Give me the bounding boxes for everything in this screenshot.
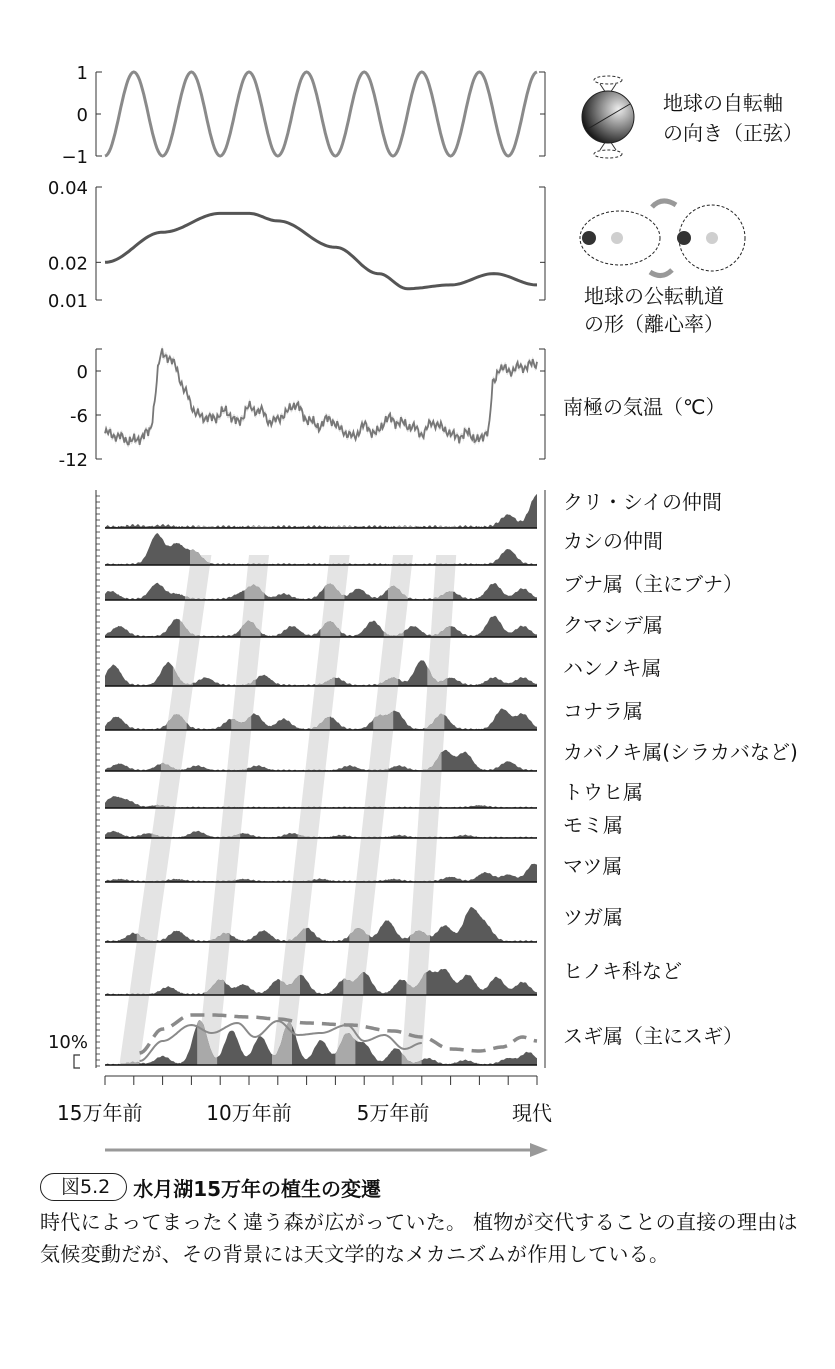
- y-tick-label: 0: [76, 105, 88, 126]
- panel-label: 地球の公転軌道: [584, 284, 724, 308]
- taxon-row: [105, 529, 663, 565]
- taxon-area-highlight: [105, 494, 537, 528]
- climate-panel-1: [61, 63, 803, 168]
- taxon-area-highlight: [105, 494, 537, 528]
- x-tick-label: 5万年前: [356, 1101, 430, 1125]
- taxon-label: マツ属: [563, 854, 623, 878]
- taxon-row: [105, 490, 722, 528]
- earth-dot: [677, 231, 691, 245]
- earth-dot: [582, 231, 596, 245]
- panel-label: 南極の気温（℃）: [563, 395, 726, 419]
- taxon-area: [105, 1020, 537, 1065]
- taxon-area: [105, 864, 537, 882]
- taxon-label: スギ属（主にスギ）: [563, 1024, 743, 1048]
- taxon-area: [105, 907, 537, 942]
- spin-ellipse: [594, 150, 622, 158]
- taxon-label: カバノキ属(シラカバなど): [563, 740, 798, 764]
- taxon-label: ツガ属: [563, 905, 623, 929]
- x-tick-label: 現代: [512, 1101, 552, 1125]
- taxon-area: [105, 583, 537, 600]
- panel-label: の向き（正弦）: [663, 121, 803, 145]
- taxon-area: [105, 533, 537, 565]
- sun-dot: [706, 232, 718, 244]
- taxon-label: トウヒ属: [563, 780, 643, 804]
- taxon-row: [105, 740, 798, 771]
- taxon-label: クマシデ属: [563, 613, 663, 637]
- taxon-label: カシの仲間: [563, 529, 663, 553]
- tilted-earth-icon: [582, 76, 634, 158]
- taxon-row: [105, 959, 682, 995]
- taxon-label: コナラ属: [563, 699, 643, 723]
- figure-caption: [40, 1172, 810, 1270]
- temperature-noise-band: [105, 345, 537, 447]
- taxon-label: ヒノキ科など: [563, 959, 682, 983]
- y-tick-label: -12: [58, 450, 88, 471]
- y-tick-label: 1: [76, 63, 88, 84]
- series-line-axis-tilt: [105, 72, 537, 156]
- y-tick-label: 0: [76, 362, 88, 383]
- time-arrow-head: [530, 1143, 548, 1157]
- taxon-label: ハンノキ属: [563, 656, 662, 680]
- y-tick-label: -6: [70, 406, 88, 427]
- climate-panel-2: [48, 178, 724, 336]
- series-line-eccentricity: [105, 213, 537, 288]
- climate-panel-3: [59, 345, 726, 471]
- swap-arrow: [652, 201, 676, 207]
- taxon-area: [105, 494, 537, 528]
- taxon-area-highlight: [105, 494, 537, 528]
- time-axis: [57, 1076, 552, 1157]
- swap-arrow: [650, 270, 672, 276]
- taxon-area: [105, 969, 537, 995]
- caption-title: 水月湖15万年の植生の変遷: [133, 1176, 382, 1201]
- y-tick-label: 0.01: [47, 291, 88, 312]
- series-line-temperature: [105, 348, 537, 444]
- spin-ellipse: [594, 76, 622, 84]
- taxon-label: ブナ属（主にブナ）: [563, 572, 743, 596]
- taxon-label: モミ属: [563, 813, 623, 837]
- caption-text: 時代によってまったく違う森が広がっていた。 植物が交代することの直接の理由は気候変動だが、その背景には天文学的なメカニズムが作用している。: [40, 1210, 798, 1266]
- climate-panels: [48, 63, 803, 471]
- figure-number-badge: 図5.2: [40, 1173, 127, 1201]
- scale-bracket: [74, 1055, 80, 1068]
- sun-dot: [611, 232, 623, 244]
- panel-label: 地球の自転軸: [663, 91, 783, 115]
- y-tick-label: −1: [61, 147, 88, 168]
- x-tick-label: 10万年前: [206, 1101, 292, 1125]
- taxon-area-highlight: [105, 494, 537, 528]
- orbit-icon: [580, 201, 745, 276]
- panel-label: の形（離心率）: [584, 312, 724, 336]
- taxon-label: クリ・シイの仲間: [563, 490, 722, 514]
- x-tick-label: 15万年前: [57, 1101, 143, 1125]
- y-tick-label: 0.04: [47, 178, 88, 199]
- scale-label: 10%: [47, 1032, 88, 1053]
- y-tick-label: 0.02: [47, 253, 88, 275]
- taxon-area-highlight: [105, 494, 537, 528]
